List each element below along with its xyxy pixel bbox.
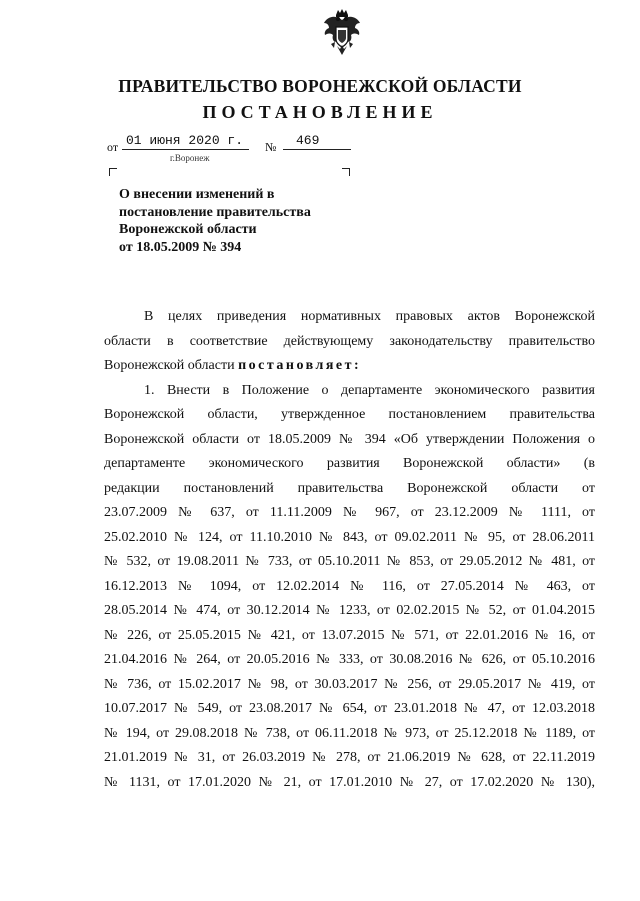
body-line: области в соответствие действующему законодательству правительство — [104, 333, 595, 349]
number-value: 469 — [296, 133, 320, 148]
body-line: 10.07.2017 № 549, от 23.08.2017 № 654, от 23.01.2018 № 47, от 12.03.2018 — [104, 701, 595, 716]
body-line: В целях приведения нормативных правовых актов Воронежской — [144, 309, 595, 324]
body-line: № 736, от 15.02.2017 № 98, от 30.03.2017 № 256, от 29.05.2017 № 419, от — [104, 676, 595, 692]
body-line — [104, 354, 595, 379]
subject-corner-left — [109, 168, 117, 176]
body-line: 25.02.2010 № 124, от 11.10.2010 № 843, от 09.02.2011 № 95, от 28.06.2011 — [104, 529, 595, 545]
subject-line: Воронежской области — [119, 222, 257, 237]
body-line: № 194, от 29.08.2018 № 738, от 06.11.2018 № 973, от 25.12.2018 № 1189, от — [104, 725, 595, 741]
body-line: № 226, от 25.05.2015 № 421, от 13.07.2015 № 571, от 22.01.2016 № 16, от — [104, 627, 595, 643]
date-number-row — [0, 134, 640, 174]
subject-line: от 18.05.2009 № 394 — [119, 239, 242, 255]
body-line: 16.12.2013 № 1094, от 12.02.2014 № 116, от 27.05.2014 № 463, от — [104, 578, 595, 594]
body-line: Воронежской области, утвержденное постановлением правительства — [104, 407, 595, 422]
date-prefix: от — [107, 140, 119, 154]
coat-of-arms-emblem — [321, 8, 363, 60]
document-type: ПОСТАНОВЛЕНИЕ — [202, 102, 438, 122]
subject-line: О внесении изменений в — [119, 187, 275, 202]
body-line: 28.05.2014 № 474, от 30.12.2014 № 1233, от 02.02.2015 № 52, от 01.04.2015 — [104, 603, 595, 618]
number-underline — [283, 149, 351, 150]
body-line: 23.07.2009 № 637, от 11.11.2009 № 967, от 23.12.2009 № 1111, от — [104, 505, 595, 520]
body-line: № 1131, от 17.01.2020 № 21, от 17.01.2010 № 27, от 17.02.2020 № 130), — [104, 774, 595, 790]
body-line: Воронежской области от 18.05.2009 № 394 «Об утверждении Положения о — [104, 431, 595, 447]
body-line: № 532, от 19.08.2011 № 733, от 05.10.2011 № 853, от 29.05.2012 № 481, от — [104, 554, 595, 569]
number-prefix: № — [265, 140, 277, 154]
subject-corner-right — [342, 168, 350, 176]
body-line: 1. Внести в Положение о департаменте экономического развития — [144, 382, 595, 398]
date-value: 01 июня 2020 г. — [126, 133, 244, 148]
body-line: департаменте экономического развития Воронежской области» (в — [104, 456, 595, 471]
place-label: г.Воронеж — [170, 153, 210, 163]
date-underline — [122, 149, 249, 150]
body-line: редакции постановлений правительства Воронежской области от — [104, 480, 595, 496]
preamble-tail: Воронежской области — [104, 358, 235, 373]
subject-block — [119, 186, 311, 256]
body-line: 21.01.2019 № 31, от 26.03.2019 № 278, от 21.06.2019 № 628, от 22.11.2019 — [104, 750, 595, 765]
organization-title: ПРАВИТЕЛЬСТВО ВОРОНЕЖСКОЙ ОБЛАСТИ — [118, 76, 522, 96]
subject-line: постановление правительства — [119, 204, 311, 220]
body-line: 21.04.2016 № 264, от 20.05.2016 № 333, от 30.08.2016 № 626, от 05.10.2016 — [104, 652, 595, 667]
document-body — [104, 305, 595, 795]
resolves-word: постановляет: — [238, 358, 362, 373]
